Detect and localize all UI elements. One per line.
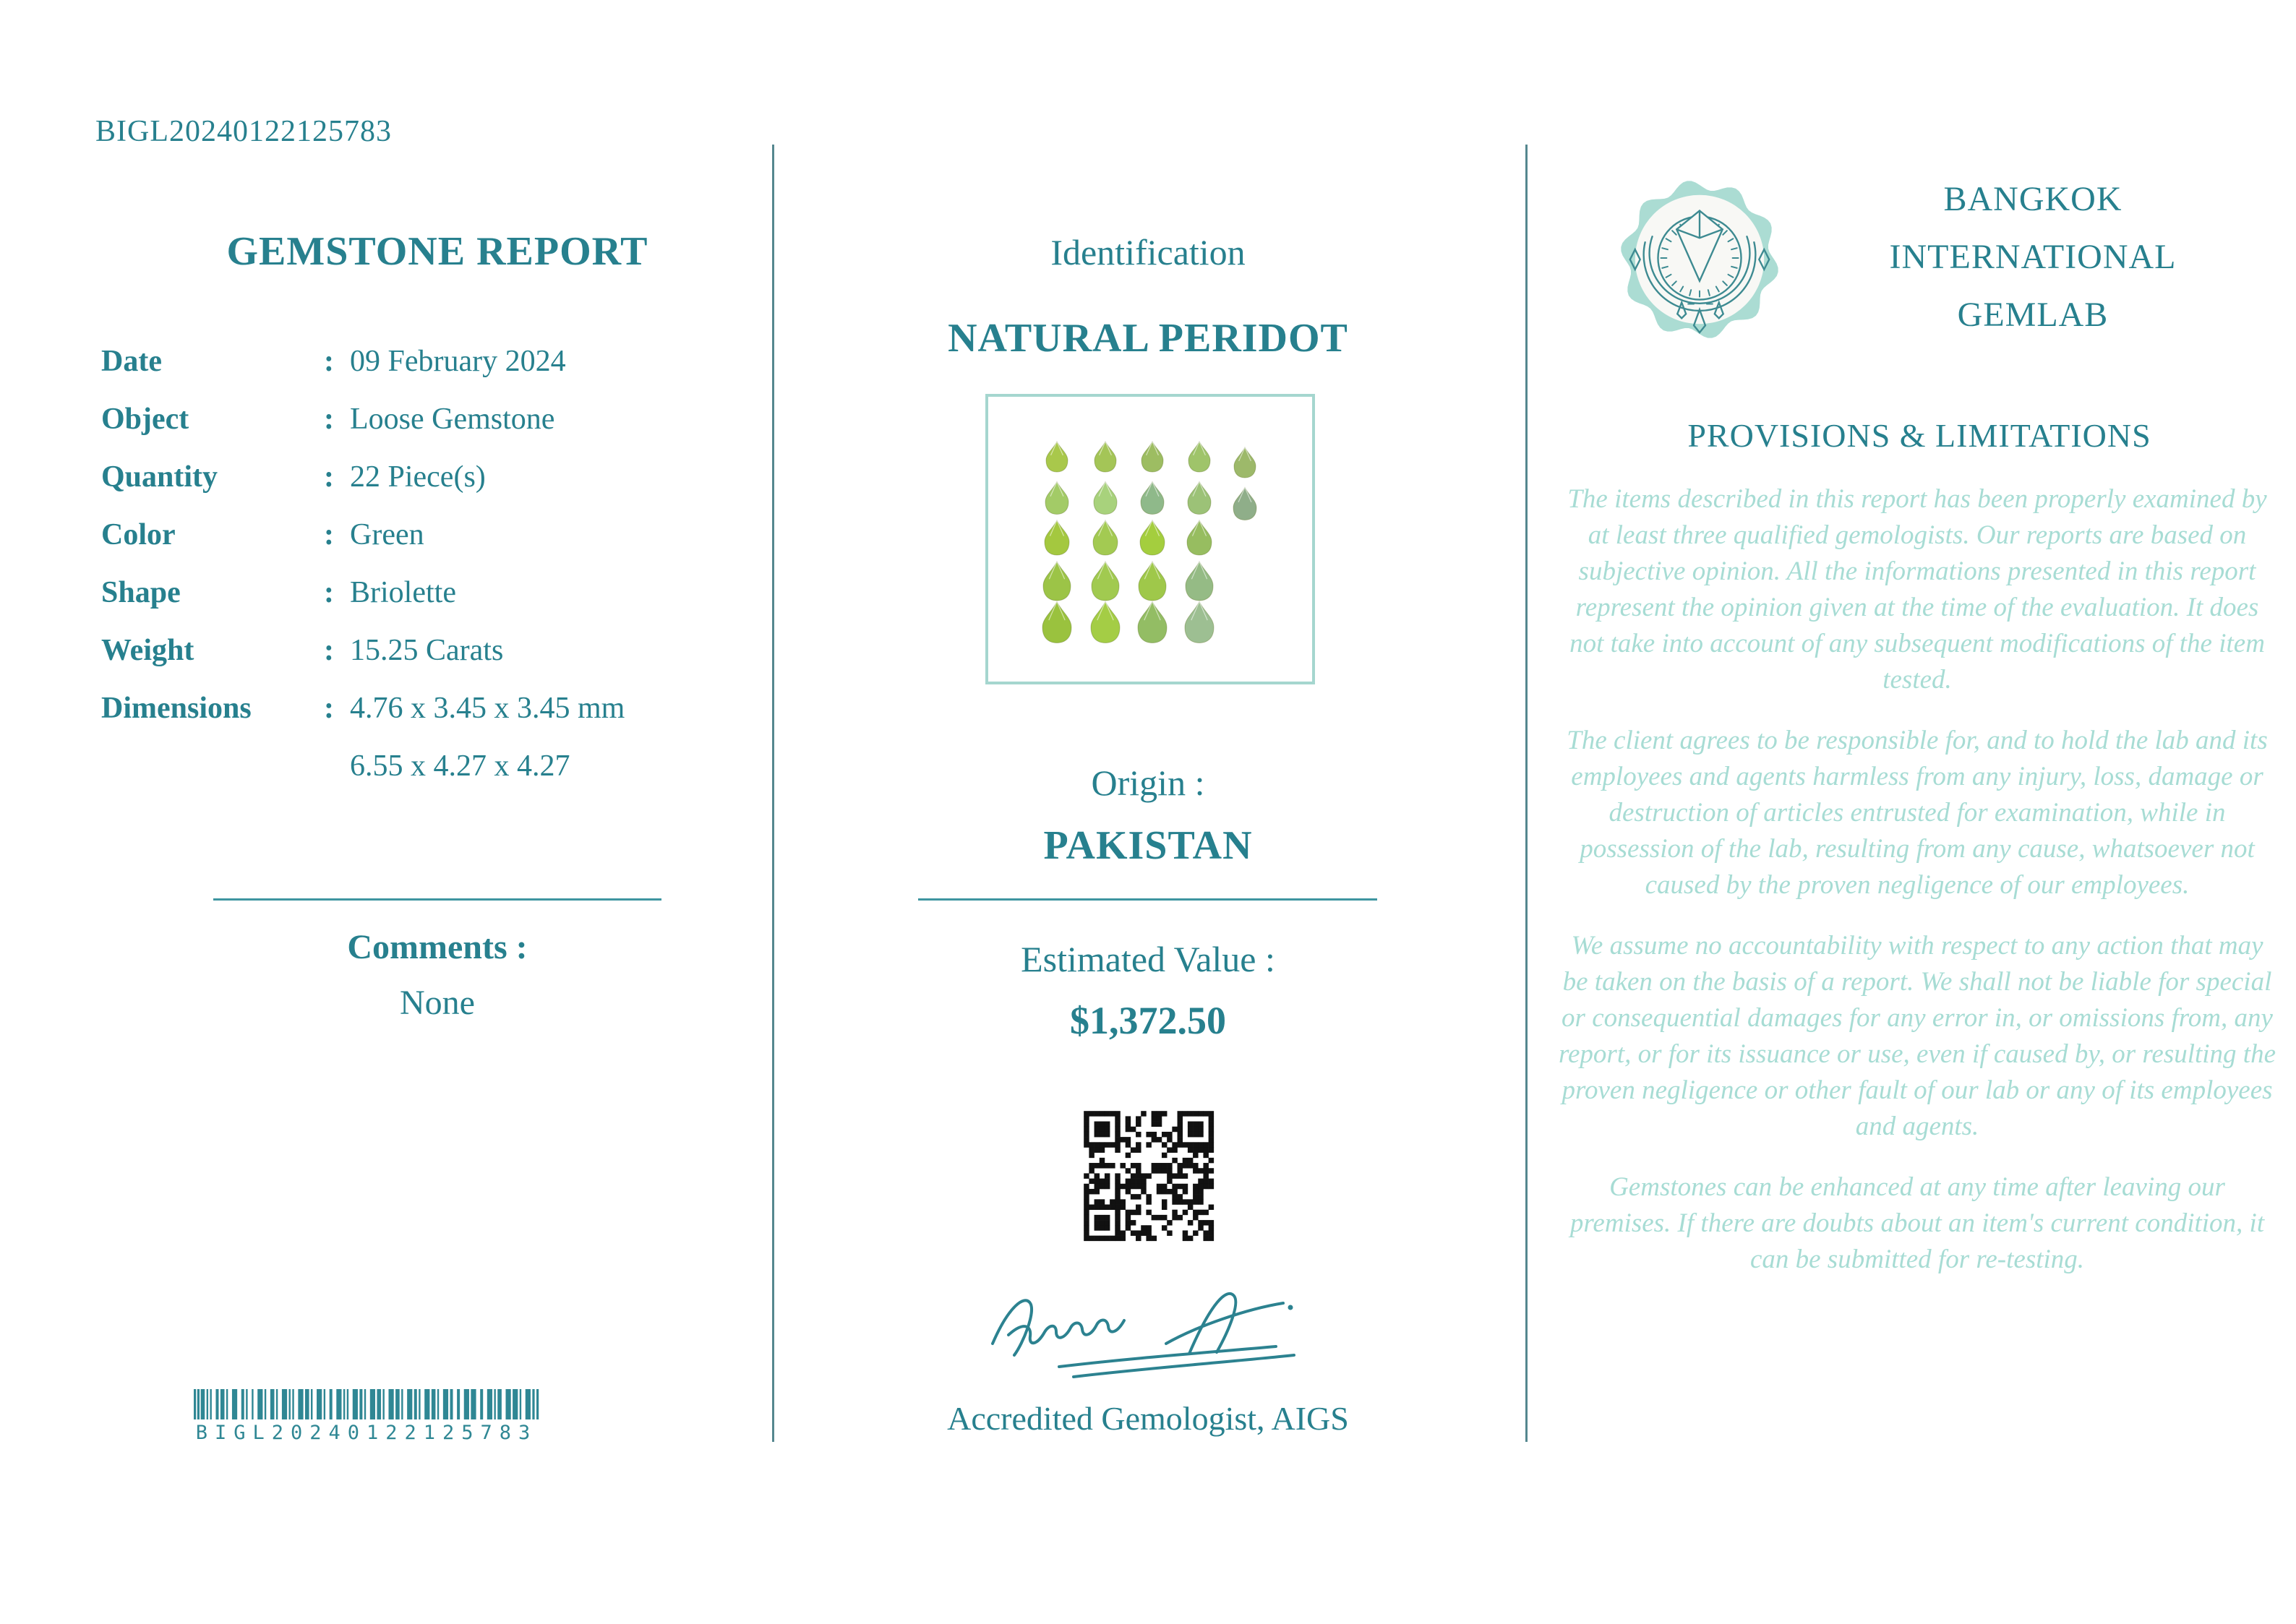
provisions-paragraphs: [1556, 481, 2279, 1302]
field-colon: :: [324, 345, 334, 378]
field-label: Quantity: [101, 460, 218, 494]
field-colon: :: [324, 692, 334, 725]
lab-name-line: BANGKOK: [1943, 180, 2122, 218]
field-value: 15.25 Carats: [350, 634, 504, 667]
provisions-paragraph: The items described in this report has been properly examined by at least three qualified gemologists. Our reports are based on subjective opinion. All the informations presented in this report represent the opinion given at the time of the evaluation. It does not take into account of any subsequent modifications of the item tested.: [1567, 484, 2267, 695]
field-row-dimensions: [101, 691, 737, 749]
field-row-object: [101, 402, 737, 460]
field-label: Dimensions: [101, 692, 252, 725]
origin-value: PAKISTAN: [1043, 823, 1253, 868]
field-value: 09 February 2024: [350, 345, 566, 378]
field-value: Green: [350, 518, 424, 551]
comments-divider-rule: [213, 898, 661, 901]
gemstones-image: [988, 397, 1312, 682]
field-colon: :: [324, 518, 334, 551]
gemstone-photo: [985, 394, 1315, 684]
field-label: Date: [101, 345, 162, 378]
field-row-quantity: [101, 460, 737, 517]
lab-name-line: GEMLAB: [1957, 296, 2109, 334]
field-row-shape: [101, 575, 737, 633]
field-colon: :: [324, 634, 334, 667]
field-colon: :: [324, 403, 334, 436]
barcode-bars: [194, 1389, 539, 1419]
identification-value: NATURAL PERIDOT: [948, 316, 1348, 361]
field-label: Weight: [101, 634, 194, 667]
field-value: 22 Piece(s): [350, 460, 486, 494]
column-divider-left: [772, 145, 774, 1442]
provisions-paragraph: We assume no accountability with respect to any action that may be taken on the basis of a report. We shall not be liable for special or consequential damages for any error in, or omissions from, any report, or for its issuance or use, even if caused by, or resulting the proven negligence or other fault of our lab or any of its employees and agents.: [1558, 931, 2276, 1141]
field-label: Object: [101, 403, 189, 436]
report-fields: [101, 344, 737, 807]
signature-underline: [1059, 1346, 1276, 1367]
field-value: Briolette: [350, 576, 456, 609]
field-label: Color: [101, 518, 176, 551]
estimated-value: $1,372.50: [1070, 999, 1226, 1042]
barcode: [194, 1389, 539, 1444]
lab-name: [1802, 171, 2264, 344]
gemlab-logo-icon: [1614, 173, 1786, 345]
signature-dot: [1288, 1305, 1293, 1310]
signature-underline: [1074, 1355, 1294, 1377]
signatory-title: Accredited Gemologist, AIGS: [947, 1400, 1349, 1437]
provisions-paragraph: The client agrees to be responsible for, and to hold the lab and its employees and agents harmless from any injury, loss, damage or destruction of articles entrusted for examination, while in possession of the lab, resulting from any cause, whatsoever not caused by the proven negligence of our employees.: [1567, 726, 2268, 900]
field-row-weight: [101, 633, 737, 691]
comments-value: None: [400, 984, 475, 1022]
origin-label: Origin :: [1091, 762, 1205, 803]
gemologist-signature: [972, 1274, 1319, 1397]
field-colon: :: [324, 460, 334, 494]
field-value: 4.76 x 3.45 x 3.45 mm: [350, 692, 625, 725]
field-dimensions-line2: 6.55 x 4.27 x 4.27: [350, 749, 570, 783]
field-value: Loose Gemstone: [350, 403, 555, 436]
comments-label: Comments :: [347, 928, 528, 966]
barcode-text: BIGL20240122125783: [195, 1422, 538, 1444]
lab-name-line: INTERNATIONAL: [1889, 238, 2177, 276]
column-divider-right: [1525, 145, 1528, 1442]
provisions-title: PROVISIONS & LIMITATIONS: [1687, 417, 2151, 454]
field-row-date: [101, 344, 737, 402]
field-colon: :: [324, 576, 334, 609]
estimated-value-label: Estimated Value :: [1021, 939, 1275, 979]
report-title: GEMSTONE REPORT: [226, 229, 648, 274]
certificate-number: BIGL20240122125783: [95, 115, 392, 148]
provisions-paragraph: Gemstones can be enhanced at any time after leaving our premises. If there are doubts about an item's current condition, it can be submitted for re-testing.: [1569, 1172, 2265, 1274]
value-divider-rule: [918, 898, 1377, 901]
field-row-color: [101, 517, 737, 575]
qr-code: [1079, 1106, 1219, 1246]
field-label: Shape: [101, 576, 181, 609]
identification-label: Identification: [1050, 232, 1246, 272]
